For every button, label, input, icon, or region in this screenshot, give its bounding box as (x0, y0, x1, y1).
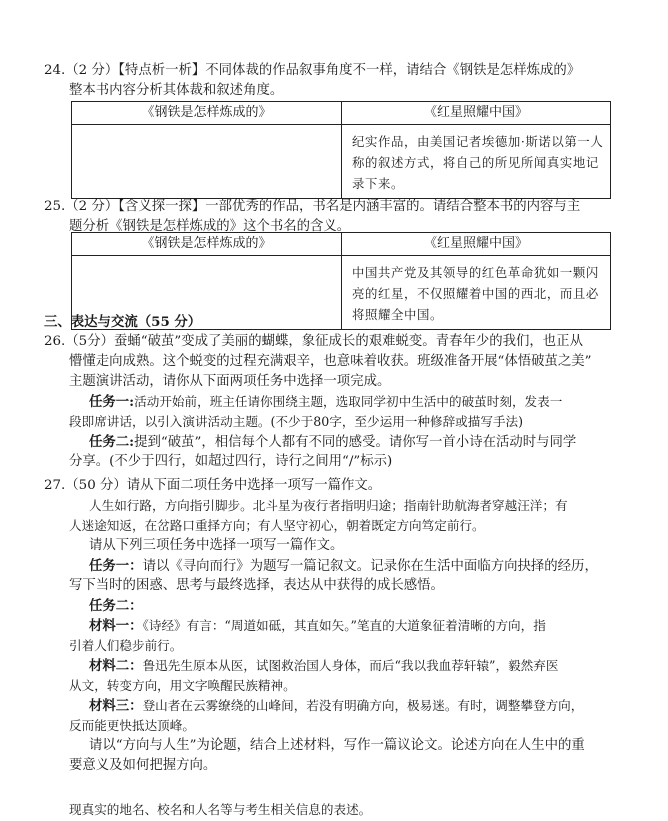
q27-m1-line2: 引着人们稳步前行。 (69, 638, 183, 653)
q27-m2-line2: 从文，转变方向，用文字唤醒民族精神。 (69, 678, 296, 693)
q27-choose: 请从下列三项任务中选择一项写一篇作文。 (89, 538, 344, 553)
q24-table (71, 101, 611, 199)
q27-intro-line1: 人生如行路，方向指引脚步。北斗星为夜行者指明归途；指南针助航海者穿越汪洋；有 (89, 498, 568, 513)
q24-head-right: 《红星照耀中国》 (342, 102, 611, 125)
q27-m1-line1: 材料一：《诗经》有言：“周道如砥，其直如矢。”笔直的大道象征着清晰的方向，指 (89, 618, 546, 634)
q24-answer-cell[interactable] (72, 125, 342, 199)
q25-right-cell: 中国共产党及其领导的红色革命犹如一颗闪亮的红星，不仅照耀着中国的西北，而且必将照耀全中国。 (342, 256, 611, 330)
q27-m2-label: 材料二： (89, 658, 143, 674)
q25-line2: 题分析《钢铁是怎样炼成的》这个书名的含义。 (69, 219, 351, 234)
q24-head-left: 《钢铁是怎样炼成的》 (72, 102, 342, 125)
section3-title: 三、表达与交流（55 分） (44, 314, 202, 330)
q26-task2-line1: 任务二:提到“破茧”，相信每个人都有不同的感受。请你写一首小诗在活动时与同学 (89, 434, 577, 450)
q26-task2-label: 任务二: (89, 434, 135, 450)
q26-task2-line2: 分享。(不少于四行，如超过四行，诗行之间用“/”标示) (69, 454, 393, 469)
q27-prompt-line2: 要意义及如何把握方向。 (69, 758, 217, 773)
q27-m1-label: 材料一： (89, 618, 143, 634)
q26-line3: 主题演讲活动，请你从下面两项任务中选择一项完成。 (69, 374, 391, 389)
q26-task1-line1: 任务一:活动开始前，班主任请你围绕主题，选取同学初中生活中的破茧时刻，发表一 (89, 394, 563, 410)
q27-task1-line1: 任务一：请以《寻向而行》为题写一篇记叙文。记录你在生活中面临方向抉择的经历， (89, 558, 598, 574)
q26-line2: 懵懂走向成熟。这个蜕变的过程充满艰辛，也意味着收获。班级准备开展“体悟破茧之美” (69, 354, 592, 369)
q27-m3-label: 材料三： (89, 698, 143, 714)
q27-intro-line2: 人迷途知返，在岔路口重择方向；有人坚守初心，朝着既定方向笃定前行。 (69, 518, 485, 533)
q26-task1-line2: 段即席讲话，以引入演讲活动主题。(不少于80字，至少运用一种修辞或描写手法) (69, 414, 524, 429)
q24-line2: 整本书内容分析其体裁和叙述角度。 (69, 83, 284, 98)
q26-task1-label: 任务一: (89, 394, 135, 410)
q25-head-left: 《钢铁是怎样炼成的》 (72, 233, 342, 256)
q24-line1: 24.（2 分）【特点析一析】不同体裁的作品叙事角度不一样，请结合《钢铁是怎样炼成的》 (44, 63, 581, 78)
q26-line1: 26.（5分）蚕蛹“破茧”变成了美丽的蝴蝶，象征成长的艰难蜕变。青春年少的我们，也正从 (44, 334, 583, 349)
q27-m3-line2: 反而能更快抵达顶峰。 (69, 718, 195, 733)
q27-task2-label: 任务二： (89, 598, 143, 614)
q27-line1: 27.（50 分）请从下面二项任务中选择一项写一篇作文。 (44, 478, 382, 493)
q25-head-right: 《红星照耀中国》 (342, 233, 611, 256)
q27-m3-line1: 材料三：登山者在云雾缭绕的山峰间，若没有明确方向，极易迷。有时，调整攀登方向， (89, 698, 584, 714)
q27-prompt-line1: 请以“方向与人生”为论题，结合上述材料，写作一篇议论文。论述方向在人生中的重 (89, 738, 585, 753)
q24-right-cell: 纪实作品，由美国记者埃德加·斯诺以第一人称的叙述方式，将自己的所见所闻真实地记录下来。 (342, 125, 611, 199)
q27-req-line3: 现真实的地名、校名和人名等与考生相关信息的表述。 (69, 802, 372, 817)
q27-task1-line2: 写下当时的困惑、思考与最终选择，表达从中获得的成长感悟。 (69, 578, 444, 593)
q27-m2-line1: 材料二：鲁迅先生原本从医，试图救治国人身体，而后“我以我血荐轩辕”，毅然弃医 (89, 658, 559, 674)
q27-task1-label: 任务一： (89, 558, 143, 574)
q25-line1: 25.（2 分）【含义探一探】一部优秀的作品，书名是内涵丰富的。请结合整本书的内容与主 (44, 199, 581, 214)
